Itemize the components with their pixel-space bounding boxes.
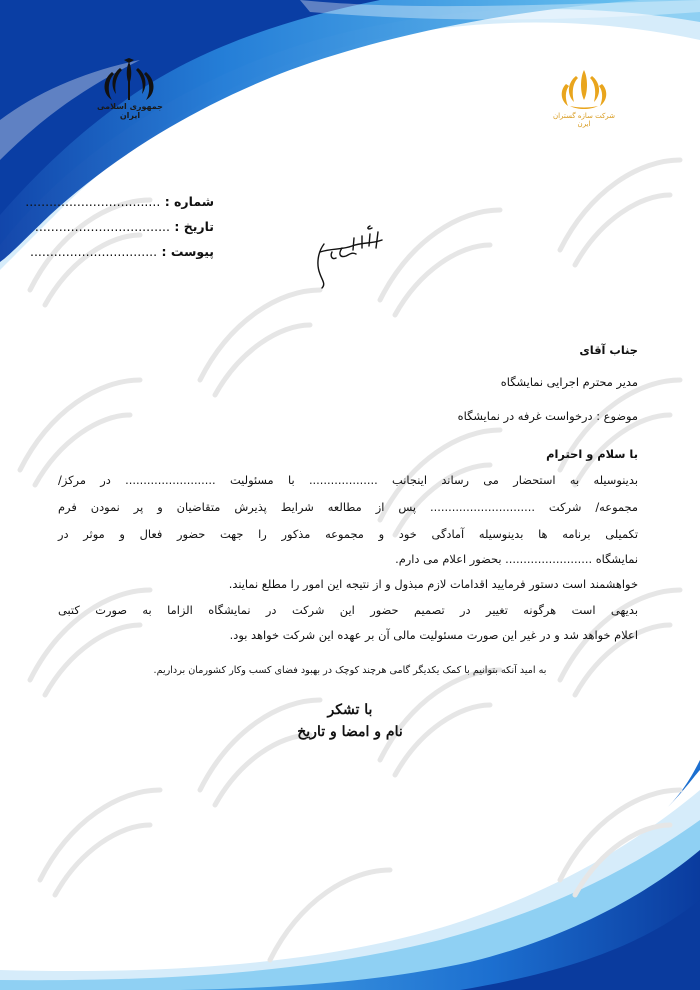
- greeting: با سلام و احترام: [546, 447, 638, 461]
- date-field[interactable]: [35, 219, 214, 234]
- body-line-7: اعلام خواهد شد و در غیر این صورت مسئولیت مالی آن بر عهده این شرکت خواهد بود.: [229, 628, 638, 642]
- attachment-label: پیوست :: [161, 244, 214, 259]
- emblem-caption: جمهوری اسلامی ایران: [97, 102, 163, 120]
- number-field[interactable]: [25, 194, 214, 209]
- company-logo-icon: [556, 66, 612, 112]
- recipient: مدیر محترم اجرایی نمایشگاه: [500, 375, 638, 389]
- attachment-field[interactable]: [30, 244, 214, 259]
- subject: موضوع : درخواست غرفه در نمایشگاه: [457, 409, 638, 423]
- salutation: جناب آقای: [579, 343, 638, 357]
- body-line-2: مجموعه/ شرکت ............................. پس از مطالعه شرایط پذیرش متقاضیان و پر نمودن فرم: [58, 500, 638, 514]
- date-label: تاریخ :: [174, 219, 214, 234]
- body-line-1: بدینوسیله به استحضار می رساند اینجانب ................... با مسئولیت ......................... در مرکز/: [58, 473, 638, 487]
- body-line-6: بدیهی است هرگونه تغییر در تصمیم حضور این شرکت در نمایشگاه الزاما به صورت کتبی: [58, 603, 638, 617]
- hope-line: به امید آنکه بتوانیم با کمک یکدیگر گامی هرچند کوچک در بهبود فضای کسب وکار کشورمان برداریم.: [153, 665, 547, 676]
- signature-line[interactable]: نام و امضا و تاریخ: [297, 724, 403, 740]
- number-dots: ..................................: [25, 194, 161, 209]
- company-caption: شرکت سازه گستران ایرن: [552, 112, 616, 128]
- body-line-5: خواهشمند است دستور فرمایید اقدامات لازم مبذول و از نتیجه این امور را مطلع نمایند.: [228, 577, 638, 591]
- basmala-calligraphy-icon: [312, 222, 388, 292]
- attachment-dots: ................................: [29, 244, 158, 259]
- date-dots: ..................................: [34, 219, 170, 234]
- thanks-text: با تشکر: [327, 702, 373, 718]
- number-label: شماره :: [164, 194, 214, 209]
- body-line-4: نمایشگاه ........................ بحضور اعلام می دارم.: [395, 552, 638, 566]
- body-line-3: تکمیلی برنامه ها بدینوسیله آمادگی خود و مجموعه مذکور را جهت حضور فعال و موثر در: [58, 527, 638, 541]
